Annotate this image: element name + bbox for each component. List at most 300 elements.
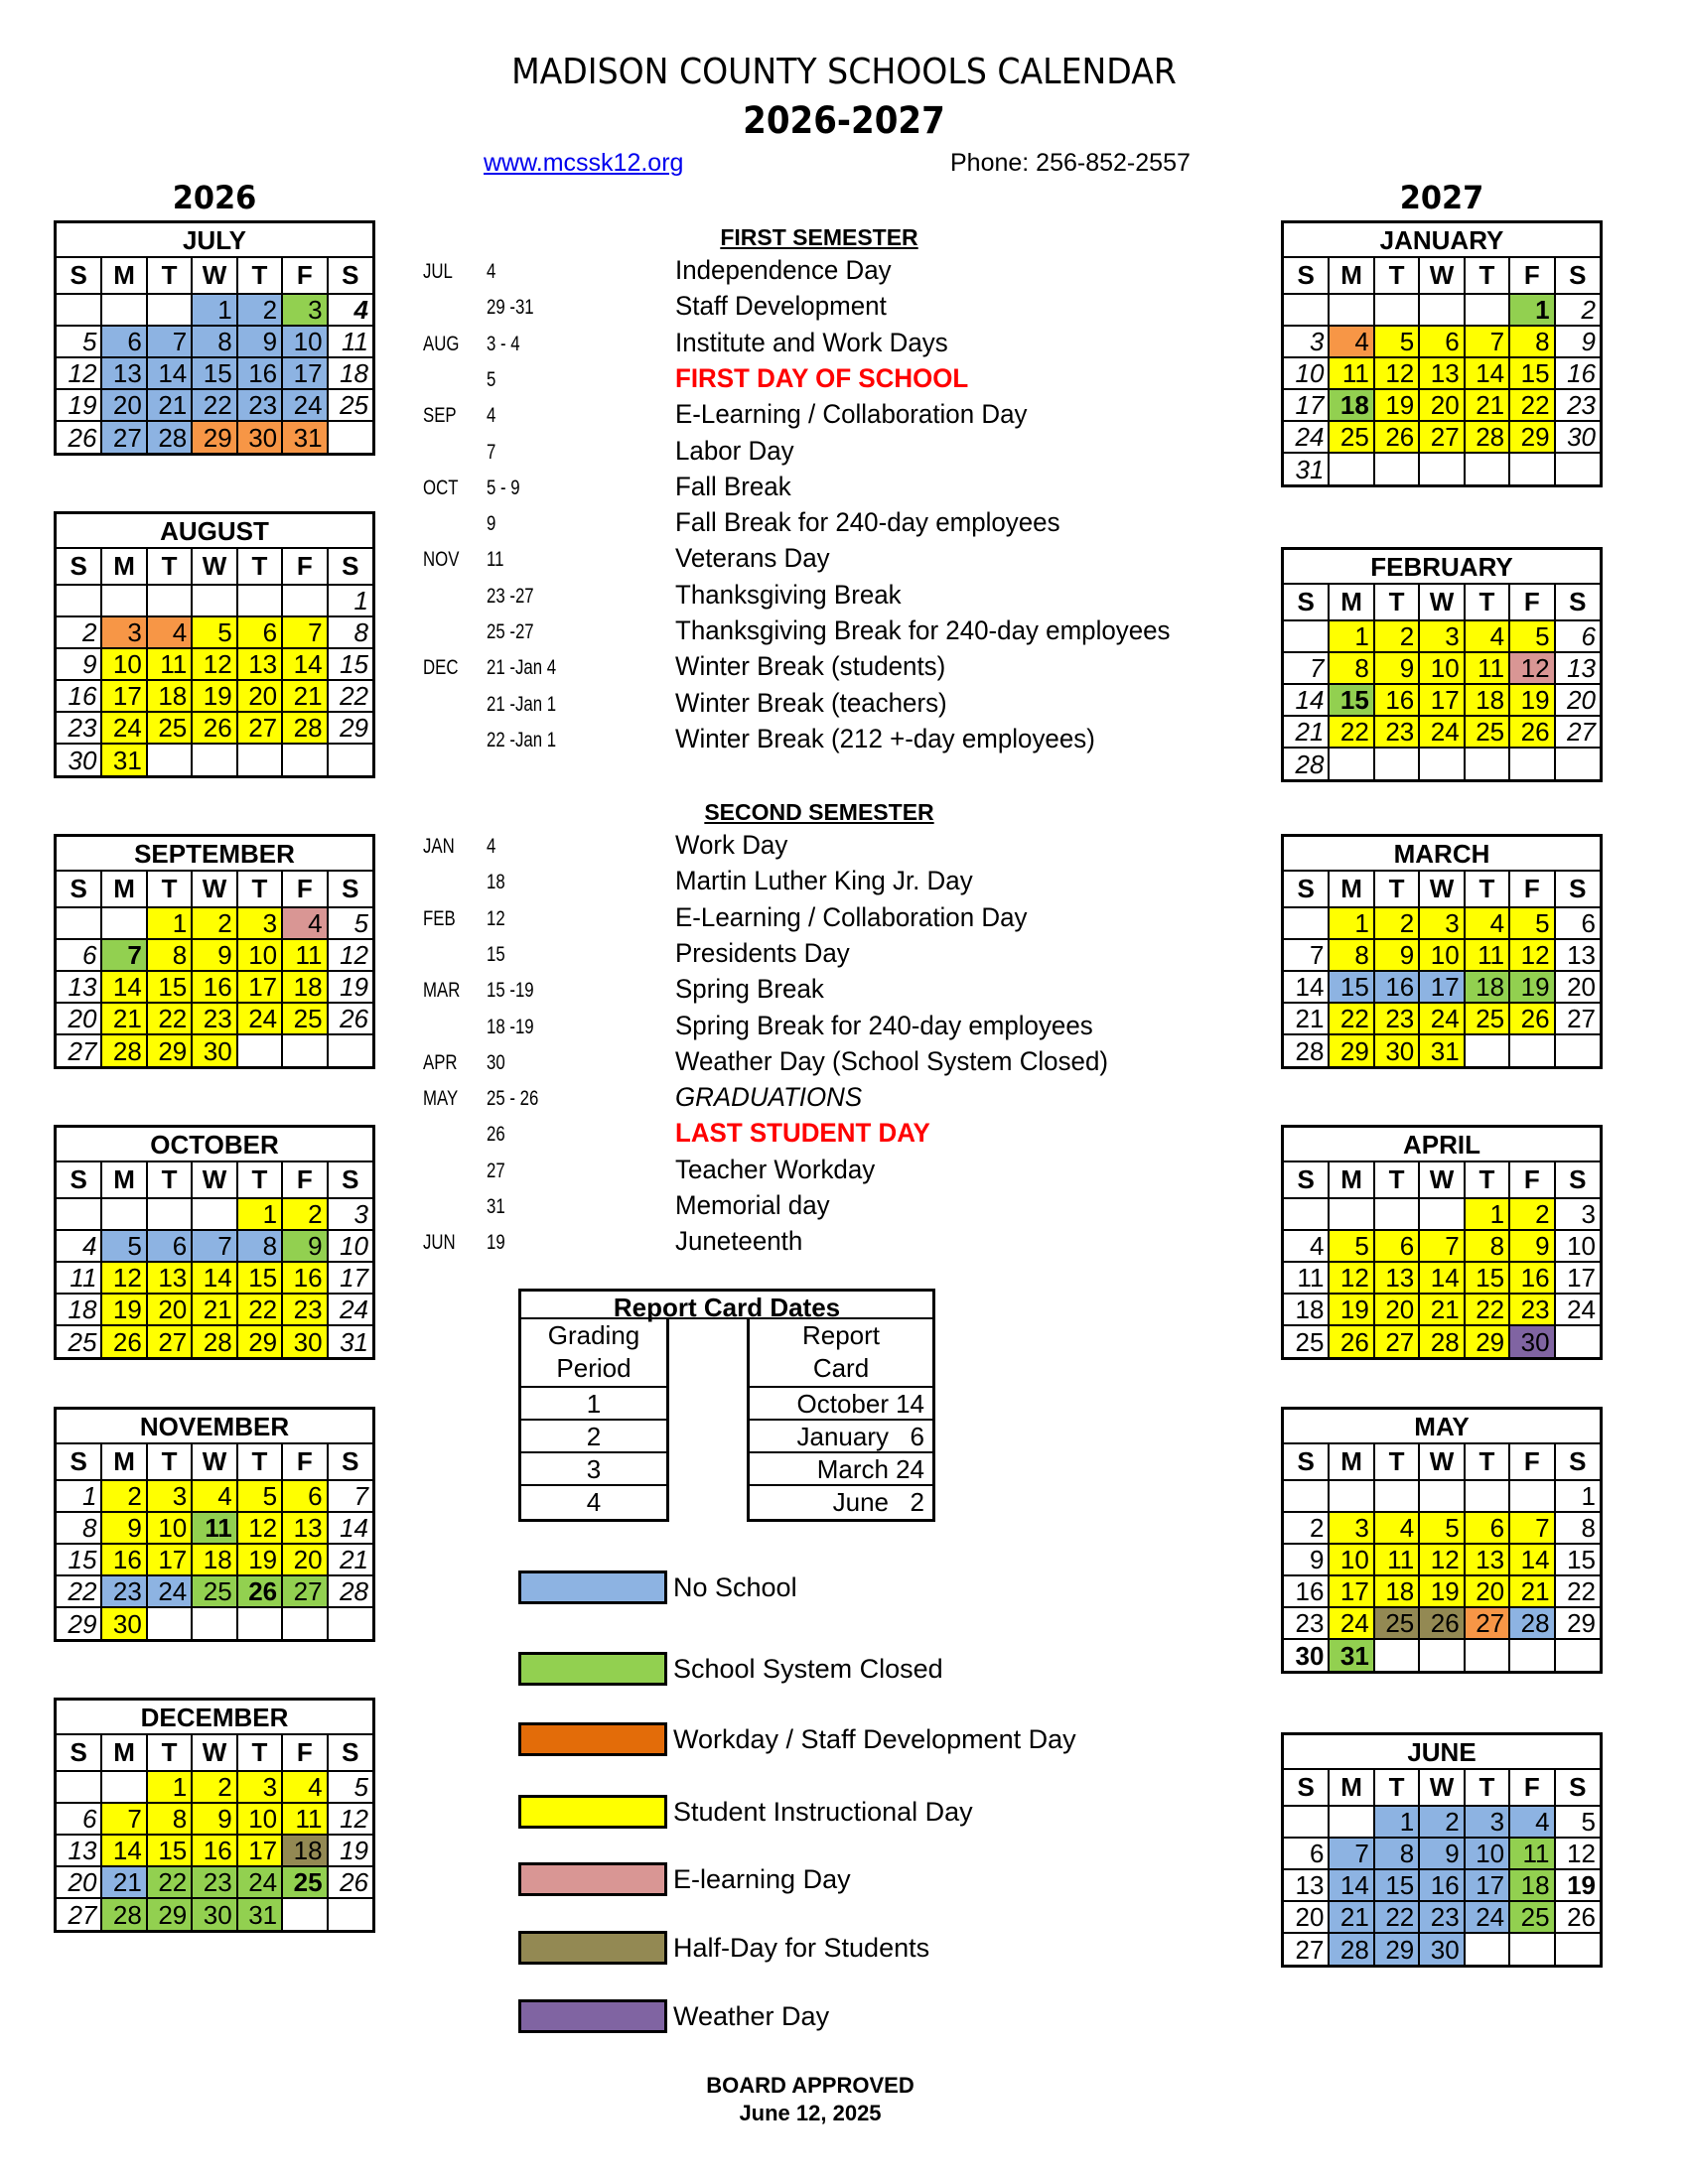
day-cell: 27 <box>1555 716 1600 748</box>
week-row <box>57 1835 372 1866</box>
empty-day-cell <box>282 1898 327 1930</box>
day-cell: 8 <box>1555 1512 1600 1544</box>
month-title: DECEMBER <box>57 1701 372 1735</box>
week-row <box>57 1544 372 1575</box>
week-row <box>57 326 372 357</box>
day-cell: 25 <box>1465 716 1509 748</box>
weekday-header: S <box>1555 1770 1600 1806</box>
day-cell: 20 <box>1555 684 1600 716</box>
day-cell: 10 <box>328 1230 372 1262</box>
day-cell: 9 <box>192 1803 236 1835</box>
legend-swatch <box>518 1795 667 1829</box>
day-cell: 2 <box>101 1480 146 1512</box>
day-cell: 14 <box>1509 1544 1554 1575</box>
month-calendar-april <box>1281 1125 1603 1360</box>
empty-day-cell <box>1284 1198 1329 1230</box>
day-cell: 4 <box>1374 1512 1419 1544</box>
event-dates: 21 -Jan 1 <box>487 692 557 716</box>
day-cell: 31 <box>282 421 327 453</box>
weekday-header: T <box>147 1162 192 1198</box>
empty-day-cell <box>101 907 146 939</box>
day-cell: 1 <box>328 585 372 616</box>
week-row <box>1284 652 1600 684</box>
day-cell: 23 <box>1509 1294 1554 1325</box>
phone-number: Phone: 256-852-2557 <box>950 149 1191 177</box>
day-cell: 17 <box>1329 1575 1373 1607</box>
weekday-header: W <box>1419 258 1464 294</box>
day-cell: 6 <box>101 326 146 357</box>
empty-day-cell <box>1465 1480 1509 1512</box>
month-calendar-november <box>54 1407 375 1642</box>
event-dates: 21 -Jan 4 <box>487 656 557 680</box>
day-cell: 30 <box>1509 1325 1554 1357</box>
day-cell: 3 <box>282 294 327 326</box>
empty-day-cell <box>57 1771 101 1803</box>
day-cell: 12 <box>101 1262 146 1294</box>
weekday-header: S <box>1555 258 1600 294</box>
empty-day-cell <box>1329 453 1373 484</box>
day-cell: 13 <box>237 648 282 680</box>
day-cell: 15 <box>328 648 372 680</box>
event-dates: 23 -27 <box>487 584 534 608</box>
day-cell: 4 <box>1465 620 1509 652</box>
weekday-header: M <box>1329 872 1373 907</box>
day-cell: 8 <box>1374 1838 1419 1869</box>
empty-day-cell <box>1465 294 1509 326</box>
legend-swatch <box>518 1862 667 1896</box>
board-approved-date: June 12, 2025 <box>739 2101 882 2125</box>
month-title: MAY <box>1284 1410 1600 1444</box>
day-cell: 24 <box>328 1294 372 1325</box>
week-row <box>1284 421 1600 453</box>
day-cell: 19 <box>1419 1575 1464 1607</box>
week-row <box>57 1003 372 1034</box>
day-cell: 9 <box>1374 652 1419 684</box>
day-cell: 26 <box>57 421 101 453</box>
day-cell: 26 <box>1419 1607 1464 1639</box>
day-cell: 13 <box>282 1512 327 1544</box>
weekday-header: S <box>57 1162 101 1198</box>
day-cell: 1 <box>147 907 192 939</box>
day-cell: 24 <box>282 389 327 421</box>
day-cell: 3 <box>1419 907 1464 939</box>
day-cell: 5 <box>101 1230 146 1262</box>
empty-day-cell <box>1329 294 1373 326</box>
week-row <box>1284 1230 1600 1262</box>
day-cell: 30 <box>192 1034 236 1066</box>
empty-day-cell <box>237 744 282 775</box>
day-cell: 14 <box>1329 1869 1373 1901</box>
grading-period-cell: 1 <box>521 1388 666 1421</box>
weekday-header: W <box>1419 1770 1464 1806</box>
event-month: OCT <box>423 476 459 499</box>
day-cell: 3 <box>101 616 146 648</box>
day-cell: 26 <box>1374 421 1419 453</box>
day-cell: 29 <box>1555 1607 1600 1639</box>
week-row <box>57 357 372 389</box>
day-cell: 24 <box>1465 1901 1509 1933</box>
empty-day-cell <box>1419 294 1464 326</box>
report-card-date-cell: March 24 <box>750 1453 932 1486</box>
weekday-header: S <box>1284 585 1329 620</box>
weekday-header: T <box>1374 872 1419 907</box>
week-row <box>57 616 372 648</box>
empty-day-cell <box>1509 1639 1554 1671</box>
month-title: NOVEMBER <box>57 1410 372 1444</box>
day-cell: 27 <box>57 1898 101 1930</box>
empty-day-cell <box>1419 1639 1464 1671</box>
day-cell: 10 <box>1284 357 1329 389</box>
day-cell: 7 <box>1284 652 1329 684</box>
day-cell: 10 <box>1329 1544 1373 1575</box>
weekday-header: T <box>237 1735 282 1771</box>
empty-day-cell <box>192 1607 236 1639</box>
day-cell: 1 <box>57 1480 101 1512</box>
day-cell: 17 <box>237 971 282 1003</box>
day-cell: 18 <box>57 1294 101 1325</box>
day-cell: 6 <box>147 1230 192 1262</box>
day-cell: 10 <box>282 326 327 357</box>
event-dates: 18 -19 <box>487 1015 534 1038</box>
day-cell: 5 <box>1509 907 1554 939</box>
day-cell: 9 <box>1374 939 1419 971</box>
day-cell: 15 <box>1329 684 1373 716</box>
day-cell: 13 <box>1284 1869 1329 1901</box>
weekday-header: T <box>1465 1162 1509 1198</box>
day-cell: 7 <box>1419 1230 1464 1262</box>
legend-label: E-learning Day <box>673 1864 851 1894</box>
month-calendar-september <box>54 834 375 1069</box>
day-cell: 9 <box>282 1230 327 1262</box>
event-description: Martin Luther King Jr. Day <box>675 866 973 896</box>
empty-day-cell <box>57 1198 101 1230</box>
week-row <box>1284 294 1600 326</box>
week-row <box>57 1262 372 1294</box>
month-calendar-october <box>54 1125 375 1360</box>
weekday-header: S <box>1284 1770 1329 1806</box>
day-cell: 17 <box>1555 1262 1600 1294</box>
weekday-header: W <box>1419 1162 1464 1198</box>
day-cell: 12 <box>237 1512 282 1544</box>
week-row <box>57 1034 372 1066</box>
empty-day-cell <box>237 585 282 616</box>
day-cell: 3 <box>1329 1512 1373 1544</box>
day-cell: 18 <box>1509 1869 1554 1901</box>
week-row <box>1284 453 1600 484</box>
day-cell: 6 <box>1419 326 1464 357</box>
day-cell: 30 <box>282 1325 327 1357</box>
day-cell: 18 <box>1284 1294 1329 1325</box>
day-cell: 14 <box>101 1835 146 1866</box>
day-cell: 12 <box>1509 652 1554 684</box>
day-cell: 25 <box>282 1866 327 1898</box>
day-cell: 28 <box>328 1575 372 1607</box>
day-cell: 5 <box>1374 326 1419 357</box>
weekday-header: F <box>1509 872 1554 907</box>
day-cell: 27 <box>237 712 282 744</box>
day-cell: 5 <box>1329 1230 1373 1262</box>
weekday-header: M <box>101 1162 146 1198</box>
day-cell: 2 <box>1374 907 1419 939</box>
empty-day-cell <box>1329 1806 1373 1838</box>
week-row <box>1284 1838 1600 1869</box>
day-cell: 8 <box>147 939 192 971</box>
day-cell: 5 <box>1555 1806 1600 1838</box>
week-row <box>57 907 372 939</box>
day-cell: 29 <box>192 421 236 453</box>
day-cell: 16 <box>1374 684 1419 716</box>
day-cell: 30 <box>1374 1034 1419 1066</box>
empty-day-cell <box>147 1607 192 1639</box>
day-cell: 17 <box>1284 389 1329 421</box>
day-cell: 2 <box>1509 1198 1554 1230</box>
day-cell: 22 <box>1465 1294 1509 1325</box>
day-cell: 30 <box>1284 1639 1329 1671</box>
day-cell: 23 <box>1555 389 1600 421</box>
day-cell: 9 <box>192 939 236 971</box>
day-cell: 3 <box>147 1480 192 1512</box>
week-row <box>1284 1198 1600 1230</box>
weekday-header: T <box>147 1735 192 1771</box>
day-cell: 20 <box>282 1544 327 1575</box>
weekday-header: S <box>57 1444 101 1480</box>
weekday-header: T <box>1374 258 1419 294</box>
week-row <box>57 585 372 616</box>
weekday-header: F <box>1509 1770 1554 1806</box>
event-month: MAY <box>423 1087 459 1111</box>
weekday-header: S <box>1555 872 1600 907</box>
event-description: Staff Development <box>675 291 887 322</box>
day-cell: 22 <box>192 389 236 421</box>
day-cell: 1 <box>1555 1480 1600 1512</box>
day-cell: 5 <box>237 1480 282 1512</box>
event-dates: 29 -31 <box>487 296 534 320</box>
empty-day-cell <box>1465 1933 1509 1965</box>
week-row <box>57 1480 372 1512</box>
day-cell: 31 <box>1419 1034 1464 1066</box>
day-cell: 23 <box>1284 1607 1329 1639</box>
empty-day-cell <box>1509 1933 1554 1965</box>
day-cell: 2 <box>1284 1512 1329 1544</box>
weekday-header: W <box>192 1735 236 1771</box>
day-cell: 21 <box>328 1544 372 1575</box>
weekday-header: S <box>1555 1162 1600 1198</box>
day-cell: 23 <box>1374 716 1419 748</box>
year-label-left: 2026 <box>172 179 257 216</box>
day-cell: 6 <box>1284 1838 1329 1869</box>
day-cell: 15 <box>237 1262 282 1294</box>
day-cell: 7 <box>328 1480 372 1512</box>
day-cell: 11 <box>147 648 192 680</box>
empty-day-cell <box>101 585 146 616</box>
day-cell: 27 <box>1374 1325 1419 1357</box>
day-cell: 24 <box>237 1866 282 1898</box>
website-link[interactable]: www.mcssk12.org <box>484 149 684 177</box>
day-cell: 11 <box>1329 357 1373 389</box>
week-row <box>57 1607 372 1639</box>
day-cell: 2 <box>57 616 101 648</box>
legend-label: Student Instructional Day <box>673 1797 973 1827</box>
weekday-header: F <box>1509 1444 1554 1480</box>
day-cell: 11 <box>1284 1262 1329 1294</box>
day-cell: 14 <box>192 1262 236 1294</box>
weekday-header: W <box>192 258 236 294</box>
day-cell: 17 <box>282 357 327 389</box>
day-cell: 7 <box>101 939 146 971</box>
day-cell: 21 <box>147 389 192 421</box>
weekday-header: W <box>192 872 236 907</box>
week-row <box>1284 716 1600 748</box>
week-row <box>57 421 372 453</box>
month-calendar-july <box>54 220 375 456</box>
week-row <box>1284 1806 1600 1838</box>
day-cell: 28 <box>1465 421 1509 453</box>
day-cell: 15 <box>57 1544 101 1575</box>
day-cell: 8 <box>1509 326 1554 357</box>
event-description: Spring Break for 240-day employees <box>675 1010 1093 1040</box>
year-label-right: 2027 <box>1399 179 1484 216</box>
day-cell: 27 <box>1419 421 1464 453</box>
weekday-header: T <box>237 872 282 907</box>
day-cell: 25 <box>57 1325 101 1357</box>
event-month: DEC <box>423 656 459 680</box>
day-cell: 22 <box>1329 716 1373 748</box>
day-cell: 7 <box>1509 1512 1554 1544</box>
day-cell: 15 <box>1374 1869 1419 1901</box>
event-description: Work Day <box>675 830 788 860</box>
day-cell: 24 <box>1419 716 1464 748</box>
empty-day-cell <box>1419 748 1464 779</box>
event-dates: 4 <box>487 260 496 283</box>
week-row <box>1284 1575 1600 1607</box>
event-month: AUG <box>423 332 460 355</box>
day-cell: 22 <box>1555 1575 1600 1607</box>
day-cell: 19 <box>101 1294 146 1325</box>
event-dates: 15 <box>487 942 505 966</box>
day-cell: 1 <box>1509 294 1554 326</box>
day-cell: 2 <box>282 1198 327 1230</box>
day-cell: 5 <box>328 1771 372 1803</box>
empty-day-cell <box>1465 453 1509 484</box>
day-cell: 12 <box>192 648 236 680</box>
day-cell: 6 <box>57 1803 101 1835</box>
month-title: JUNE <box>1284 1735 1600 1770</box>
day-cell: 11 <box>192 1512 236 1544</box>
day-cell: 27 <box>101 421 146 453</box>
weekday-header: S <box>57 1735 101 1771</box>
event-description: Teacher Workday <box>675 1154 876 1184</box>
month-title: SEPTEMBER <box>57 837 372 872</box>
day-cell: 13 <box>1555 652 1600 684</box>
day-cell: 31 <box>1329 1639 1373 1671</box>
day-cell: 1 <box>1329 907 1373 939</box>
event-description: E-Learning / Collaboration Day <box>675 901 1028 932</box>
day-cell: 25 <box>328 389 372 421</box>
weekday-header: F <box>282 1735 327 1771</box>
event-dates: 30 <box>487 1050 505 1074</box>
day-cell: 7 <box>1329 1838 1373 1869</box>
event-dates: 4 <box>487 835 496 858</box>
report-card-header: Report Card <box>750 1319 932 1388</box>
month-calendar-june <box>1281 1732 1603 1968</box>
weekday-header: S <box>57 872 101 907</box>
day-cell: 18 <box>282 971 327 1003</box>
report-card-date-cell: June 2 <box>832 1487 924 1517</box>
day-cell: 28 <box>1509 1607 1554 1639</box>
weekday-header: M <box>1329 1162 1373 1198</box>
event-dates: 19 <box>487 1231 505 1255</box>
month-title: MARCH <box>1284 837 1600 872</box>
legend-swatch <box>518 1570 667 1604</box>
day-cell: 4 <box>282 907 327 939</box>
event-description: Weather Day (School System Closed) <box>675 1045 1109 1076</box>
day-cell: 26 <box>237 1575 282 1607</box>
week-row <box>1284 620 1600 652</box>
day-cell: 28 <box>1284 1034 1329 1066</box>
day-cell: 25 <box>1465 1003 1509 1034</box>
page-title: MADISON COUNTY SCHOOLS CALENDAR <box>511 52 1177 92</box>
empty-day-cell <box>147 585 192 616</box>
day-cell: 7 <box>282 616 327 648</box>
week-row <box>1284 907 1600 939</box>
grading-period-header: Grading Period <box>521 1319 666 1388</box>
week-row <box>57 1512 372 1544</box>
empty-day-cell <box>282 1034 327 1066</box>
event-month: APR <box>423 1050 458 1074</box>
day-cell: 29 <box>147 1034 192 1066</box>
empty-day-cell <box>1555 1325 1600 1357</box>
legend-label: No School <box>673 1572 797 1602</box>
day-cell: 17 <box>1419 971 1464 1003</box>
event-dates: 11 <box>487 548 504 572</box>
report-card-date-cell: October 14 <box>750 1388 932 1421</box>
weekday-header: S <box>57 258 101 294</box>
day-cell: 31 <box>237 1898 282 1930</box>
day-cell: 18 <box>1329 389 1373 421</box>
day-cell: 11 <box>282 939 327 971</box>
day-cell: 14 <box>328 1512 372 1544</box>
day-cell: 20 <box>1465 1575 1509 1607</box>
day-cell: 15 <box>147 1835 192 1866</box>
day-cell: 28 <box>147 421 192 453</box>
day-cell: 9 <box>1509 1230 1554 1262</box>
week-row <box>1284 357 1600 389</box>
empty-day-cell <box>192 1198 236 1230</box>
day-cell: 7 <box>192 1230 236 1262</box>
week-row <box>1284 939 1600 971</box>
day-cell: 14 <box>1284 971 1329 1003</box>
day-cell: 6 <box>1374 1230 1419 1262</box>
empty-day-cell <box>1374 1480 1419 1512</box>
day-cell: 20 <box>237 680 282 712</box>
day-cell: 21 <box>1284 716 1329 748</box>
day-cell: 16 <box>237 357 282 389</box>
week-row <box>57 1575 372 1607</box>
weekday-header: F <box>282 872 327 907</box>
day-cell: 3 <box>1284 326 1329 357</box>
day-cell: 10 <box>1555 1230 1600 1262</box>
day-cell: 6 <box>237 616 282 648</box>
day-cell: 1 <box>1374 1806 1419 1838</box>
event-description: Presidents Day <box>675 937 850 968</box>
event-dates: 18 <box>487 871 505 894</box>
day-cell: 23 <box>282 1294 327 1325</box>
weekday-header: T <box>1465 585 1509 620</box>
legend-swatch <box>518 1999 667 2033</box>
empty-day-cell <box>1419 1198 1464 1230</box>
day-cell: 16 <box>1419 1869 1464 1901</box>
empty-day-cell <box>1374 294 1419 326</box>
